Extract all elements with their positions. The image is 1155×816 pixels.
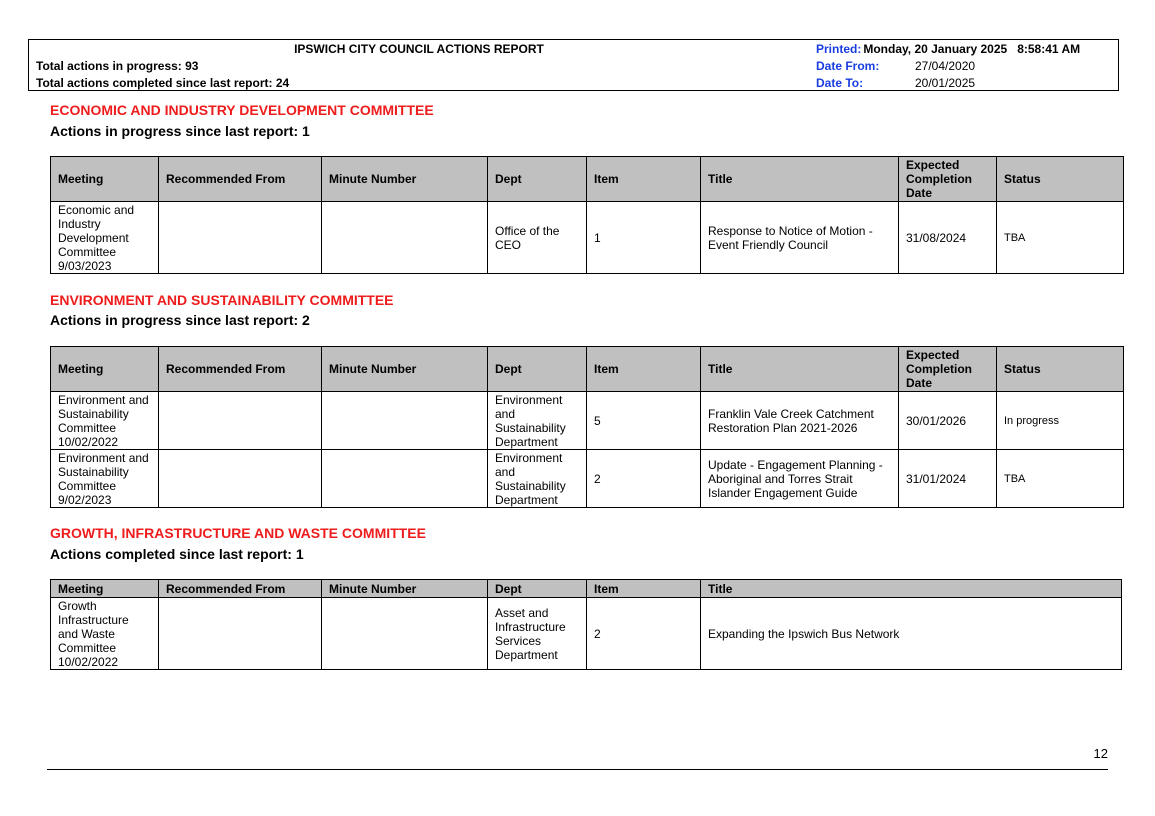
cell-title: Franklin Vale Creek Catchment Restoration Plan 2021-2026	[701, 392, 899, 450]
actions-table	[50, 346, 1124, 508]
report-title: IPSWICH CITY COUNCIL ACTIONS REPORT	[294, 42, 544, 56]
col-recommended-from: Recommended From	[159, 347, 322, 392]
cell-dept: Asset and Infrastructure Services Department	[488, 598, 587, 670]
cell-expected-completion-date: 31/01/2024	[899, 450, 997, 508]
col-title: Title	[701, 580, 1122, 598]
table-row	[51, 392, 1124, 450]
cell-title: Response to Notice of Motion - Event Friendly Council	[701, 202, 899, 274]
section-heading: GROWTH, INFRASTRUCTURE AND WASTE COMMITTEE	[50, 525, 426, 541]
col-item: Item	[587, 347, 701, 392]
date-to-value: 20/01/2025	[915, 76, 976, 90]
section-summary: Actions completed since last report: 1	[50, 546, 304, 562]
cell-dept: Environment and Sustainability Department	[488, 450, 587, 508]
col-title: Title	[701, 347, 899, 392]
col-minute-number: Minute Number	[322, 157, 488, 202]
col-minute-number: Minute Number	[322, 347, 488, 392]
cell-meeting: Economic and Industry Development Committee 9/03/2023	[51, 202, 159, 274]
col-recommended-from: Recommended From	[159, 157, 322, 202]
cell-item: 2	[587, 598, 701, 670]
page-number: 12	[1093, 746, 1108, 761]
date-from-line	[816, 59, 1116, 73]
cell-title: Expanding the Ipswich Bus Network	[701, 598, 1122, 670]
col-meeting: Meeting	[51, 157, 159, 202]
cell-recommended-from	[159, 392, 322, 450]
cell-status: TBA	[997, 202, 1124, 274]
cell-meeting: Environment and Sustainability Committee 10/02/2022	[51, 392, 159, 450]
section-heading: ECONOMIC AND INDUSTRY DEVELOPMENT COMMITTEE	[50, 102, 434, 118]
cell-item: 5	[587, 392, 701, 450]
actions-table	[50, 579, 1122, 670]
total-completed: Total actions completed since last report: 24	[36, 76, 290, 90]
col-expected-completion-date: Expected Completion Date	[899, 157, 997, 202]
date-to-label: Date To:	[816, 76, 864, 90]
col-meeting: Meeting	[51, 580, 159, 598]
table-header-row	[51, 347, 1124, 392]
table-row	[51, 598, 1122, 670]
date-from-value: 27/04/2020	[915, 59, 976, 73]
cell-recommended-from	[159, 598, 322, 670]
section-summary: Actions in progress since last report: 2	[50, 312, 310, 328]
cell-title: Update - Engagement Planning - Aboriginal and Torres Strait Islander Engagement Guide	[701, 450, 899, 508]
cell-recommended-from	[159, 202, 322, 274]
cell-meeting: Growth Infrastructure and Waste Committee 10/02/2022	[51, 598, 159, 670]
cell-expected-completion-date: 31/08/2024	[899, 202, 997, 274]
section-heading: ENVIRONMENT AND SUSTAINABILITY COMMITTEE	[50, 292, 394, 308]
cell-status: In progress	[997, 392, 1124, 450]
cell-minute-number	[322, 392, 488, 450]
col-recommended-from: Recommended From	[159, 580, 322, 598]
total-in-progress: Total actions in progress: 93	[36, 59, 199, 73]
date-to-line	[816, 76, 1116, 90]
col-dept: Dept	[488, 580, 587, 598]
col-status: Status	[997, 157, 1124, 202]
cell-item: 1	[587, 202, 701, 274]
cell-recommended-from	[159, 450, 322, 508]
cell-minute-number	[322, 598, 488, 670]
table-header-row	[51, 580, 1122, 598]
cell-minute-number	[322, 450, 488, 508]
printed-line	[816, 42, 1080, 56]
printed-value: Monday, 20 January 2025 8:58:41 AM	[863, 42, 1081, 56]
col-dept: Dept	[488, 157, 587, 202]
cell-meeting: Environment and Sustainability Committee 9/02/2023	[51, 450, 159, 508]
col-title: Title	[701, 157, 899, 202]
col-minute-number: Minute Number	[322, 580, 488, 598]
col-status: Status	[997, 347, 1124, 392]
report-header	[28, 39, 1119, 91]
col-item: Item	[587, 580, 701, 598]
cell-expected-completion-date: 30/01/2026	[899, 392, 997, 450]
actions-table	[50, 156, 1124, 274]
table-row	[51, 202, 1124, 274]
col-meeting: Meeting	[51, 347, 159, 392]
section-summary: Actions in progress since last report: 1	[50, 123, 310, 139]
cell-item: 2	[587, 450, 701, 508]
col-item: Item	[587, 157, 701, 202]
cell-dept: Environment and Sustainability Department	[488, 392, 587, 450]
table-row	[51, 450, 1124, 508]
footer-divider	[47, 769, 1108, 770]
col-expected-completion-date: Expected Completion Date	[899, 347, 997, 392]
date-from-label: Date From:	[816, 59, 880, 73]
printed-label: Printed:	[816, 42, 862, 56]
cell-status: TBA	[997, 450, 1124, 508]
cell-minute-number	[322, 202, 488, 274]
cell-dept: Office of the CEO	[488, 202, 587, 274]
col-dept: Dept	[488, 347, 587, 392]
table-header-row	[51, 157, 1124, 202]
